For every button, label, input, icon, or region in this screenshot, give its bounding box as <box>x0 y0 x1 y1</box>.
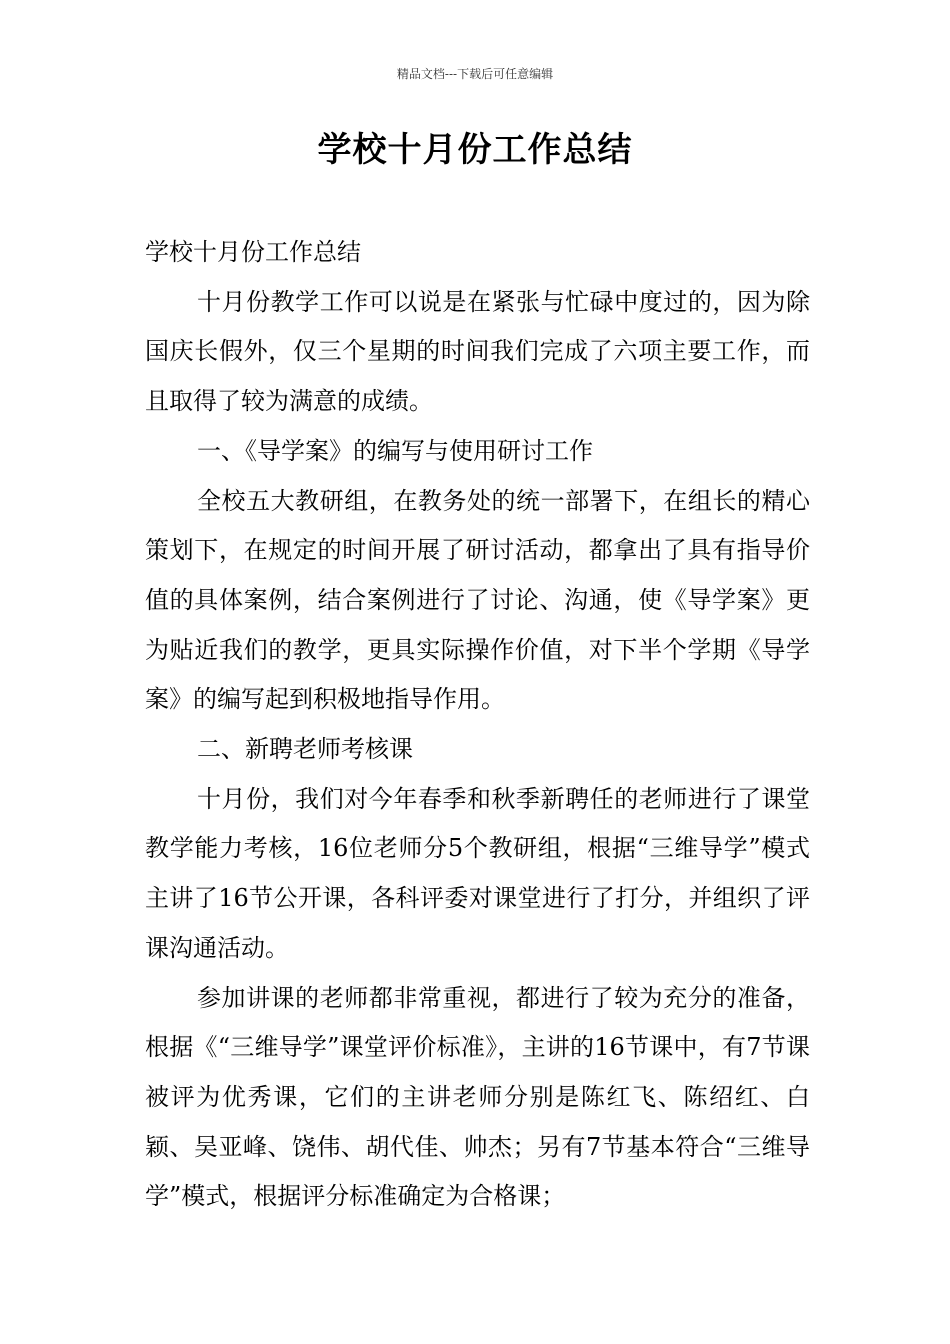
header-note: 精品文档---下载后可任意编辑 <box>396 67 554 81</box>
document-subtitle: 学校十月份工作总结 <box>145 238 361 266</box>
paragraph-section-2a: 十月份，我们对今年春季和秋季新聘任的老师进行了课堂教学能力考核，16位老师分5个教研组，根据“三维导学”模式主讲了16节公开课，各科评委对课堂进行了打分，并组织了评课沟通活动。 <box>145 784 810 962</box>
section-heading-1: 一、《导学案》的编写与使用研讨工作 <box>197 436 593 465</box>
document-body <box>145 228 810 1222</box>
paragraph-intro: 十月份教学工作可以说是在紧张与忙碌中度过的，因为除国庆长假外，仅三个星期的时间我们完成了六项主要工作，而且取得了较为满意的成绩。 <box>145 287 810 416</box>
paragraph-section-2b: 参加讲课的老师都非常重视，都进行了较为充分的准备，根据《“三维导学”课堂评价标准》，主讲的16节课中，有7节课被评为优秀课，它们的主讲老师分别是陈红飞、陈绍红、白颖、吴亚峰、饶伟、胡代佳、帅杰；另有7节基本符合“三维导学”模式，根据评分标准确定为合格课； <box>145 983 810 1211</box>
document-title: 学校十月份工作总结 <box>317 130 633 170</box>
section-heading-2: 二、新聘老师考核课 <box>197 735 413 764</box>
paragraph-section-1: 全校五大教研组，在教务处的统一部署下，在组长的精心策划下，在规定的时间开展了研讨活动，都拿出了具有指导价值的具体案例，结合案例进行了讨论、沟通，使《导学案》更为贴近我们的教学，更具实际操作价值，对下半个学期《导学案》的编写起到积极地指导作用。 <box>145 486 810 714</box>
